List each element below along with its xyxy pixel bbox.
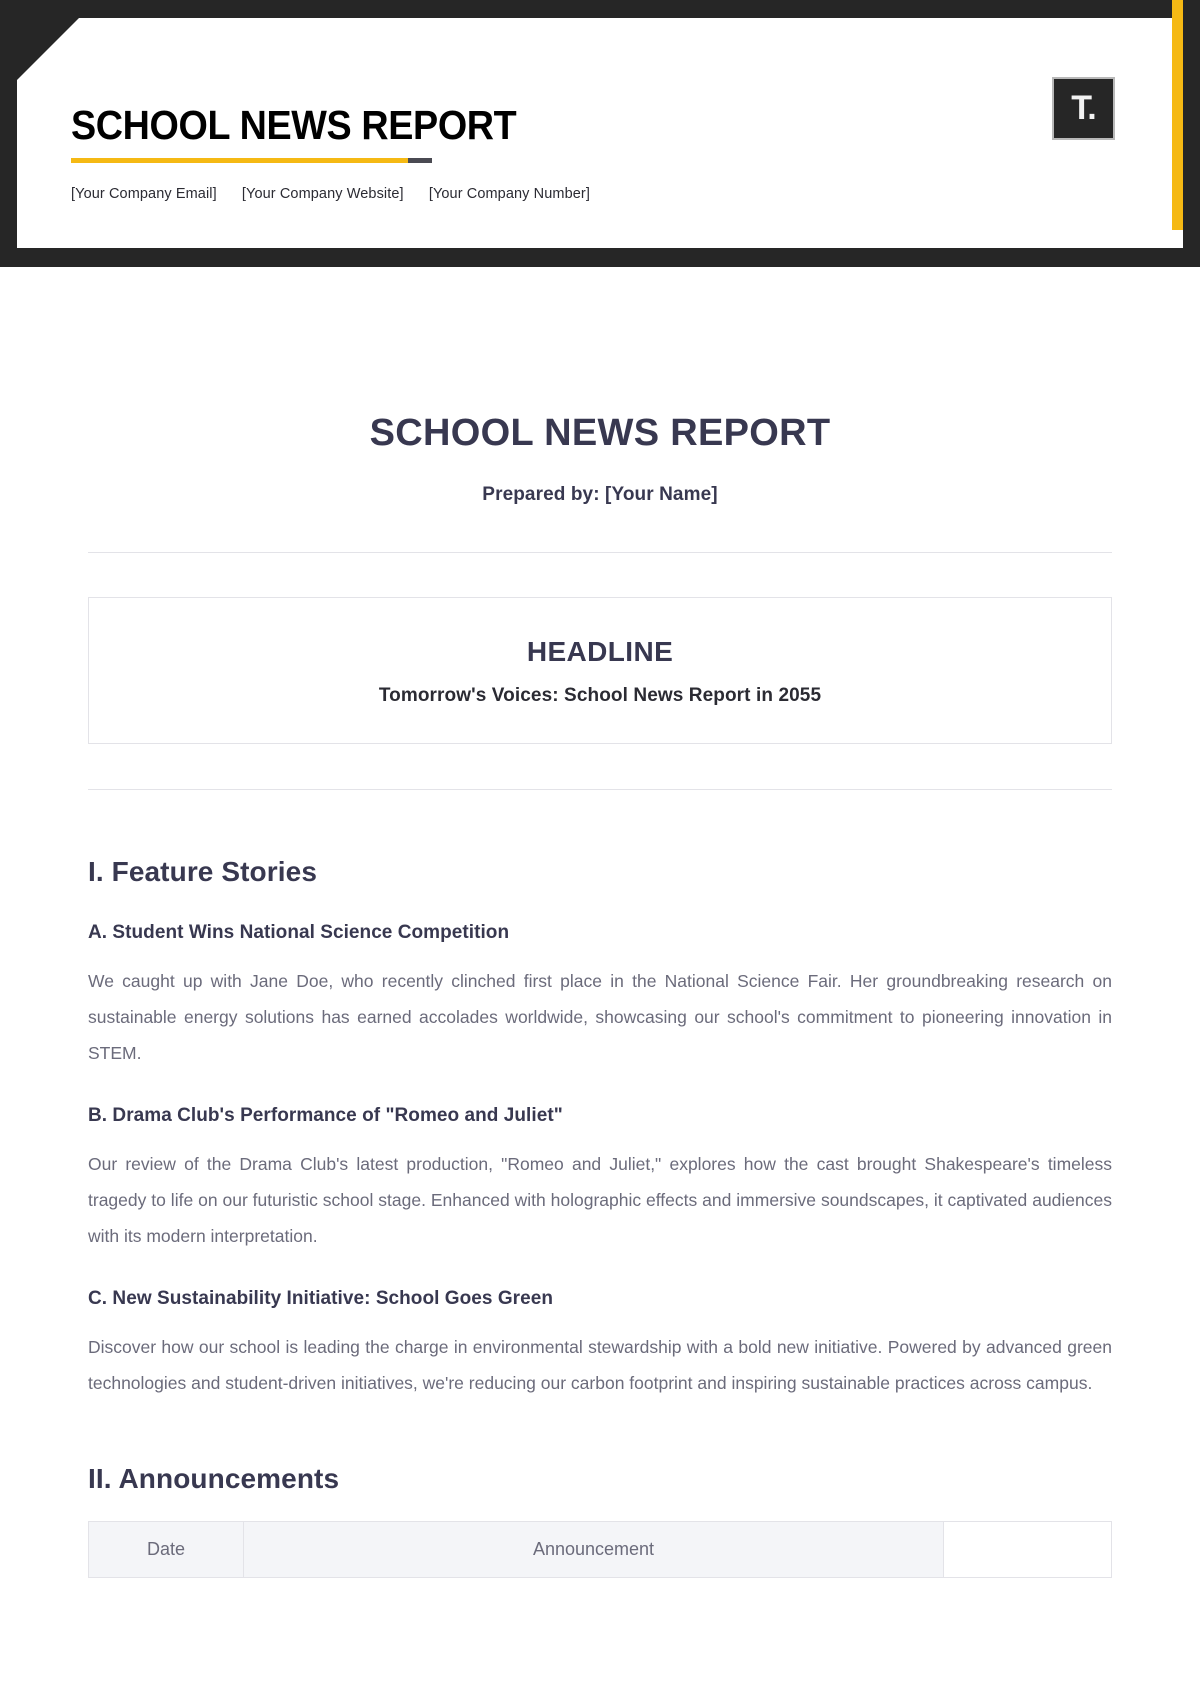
- contact-number: [Your Company Number]: [428, 186, 590, 202]
- page-title: SCHOOL NEWS REPORT: [369, 412, 831, 454]
- table-header-extra: [944, 1522, 1112, 1578]
- story-a-heading: A. Student Wins National Science Competition: [88, 922, 510, 943]
- section-heading-announcements: II. Announcements: [88, 1463, 340, 1494]
- story-a-body: We caught up with Jane Doe, who recently clinched first place in the National Science Fair. Her groundbreaking research on sustainable energy solutions has earned accolades worldwide, showcasing our school's commitment to pioneering innovation in STEM.: [88, 971, 1112, 1063]
- letterhead-rule: [71, 158, 432, 163]
- table-header-date: Date: [89, 1522, 244, 1578]
- template-logo-icon: [1052, 77, 1115, 140]
- contact-website: [Your Company Website]: [241, 186, 404, 202]
- table-header-announcement: Announcement: [244, 1522, 944, 1578]
- section-heading-feature-stories: I. Feature Stories: [88, 856, 317, 887]
- rule-segment-yellow: [71, 158, 408, 163]
- divider-top: [88, 552, 1112, 553]
- announcements-table: [88, 1521, 1112, 1578]
- letterhead-band: [0, 0, 1200, 267]
- document-body: [0, 412, 1200, 1578]
- table-header-row: [89, 1522, 1112, 1578]
- story-b-body: Our review of the Drama Club's latest production, "Romeo and Juliet," explores how the cast brought Shakespeare's timeless tragedy to life on our futuristic school stage. Enhanced with holographic effects and immersive soundscapes, it captivated audiences with its modern interpretation.: [88, 1154, 1112, 1246]
- contact-email: [Your Company Email]: [71, 186, 217, 202]
- accent-bar: [1172, 0, 1183, 230]
- logo-glyph: T.: [1071, 88, 1096, 127]
- story-c-heading: C. New Sustainability Initiative: School Goes Green: [88, 1288, 553, 1309]
- letterhead-contact-line: [71, 186, 590, 202]
- letterhead-title: SCHOOL NEWS REPORT: [71, 102, 517, 148]
- story-b-heading: B. Drama Club's Performance of "Romeo and Juliet": [88, 1105, 563, 1126]
- headline-text: Tomorrow's Voices: School News Report in 2055: [378, 685, 822, 706]
- headline-box: [88, 597, 1112, 744]
- headline-label: HEADLINE: [526, 636, 674, 667]
- rule-segment-dark: [408, 158, 432, 163]
- story-c-body: Discover how our school is leading the charge in environmental stewardship with a bold new initiative. Powered by advanced green technologies and student-driven initiatives, we're reducing our carbon footprint and inspiring sustainable practices across campus.: [88, 1337, 1112, 1393]
- divider-bottom: [88, 789, 1112, 790]
- prepared-by-line: Prepared by: [Your Name]: [482, 484, 718, 505]
